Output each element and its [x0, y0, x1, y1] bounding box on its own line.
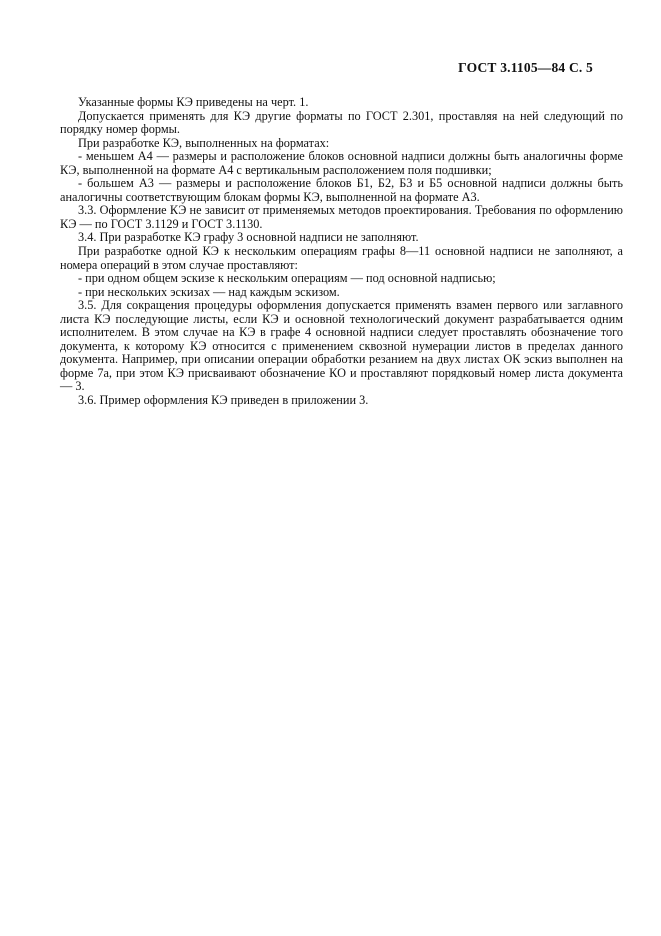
list-item-several-sketches: - при нескольких эскизах — над каждым эскизом.	[78, 284, 340, 299]
paragraph-3-3: 3.3. Оформление КЭ не зависит от применяемых методов проектирования. Требования по оформлению КЭ — по ГОСТ 3.1129 и ГОСТ 3.1130.	[60, 203, 623, 231]
list-item-one-sketch: - при одном общем эскизе к нескольким операциям — под основной надписью;	[78, 271, 496, 286]
paragraph-multiple-operations: При разработке одной КЭ к нескольким операциям графы 8—11 основной надписи не заполняют, а номера операций в этом случае проставляют:	[60, 244, 623, 272]
document-body	[60, 96, 623, 408]
paragraph-forms-reference: Указанные формы КЭ приведены на черт. 1.	[78, 95, 309, 109]
paragraph-3-5: 3.5. Для сокращения процедуры оформления допускается применять взамен первого или заглавного листа КЭ последующие листы, если КЭ и основной технологический документ разрабатывается одним исполнителем. В этом случае на КЭ в графе 4 основной надписи следует проставлять обозначение того документа, к которому КЭ относится с применением сквозной нумерации листов в пределах данного документа. Например, при описании операции обработки резанием на двух листах ОК эскиз выполнен на форме 7а, при этом КЭ присваивают обозначение КО и проставляют порядковый номер листа документа — 3.	[60, 298, 623, 394]
paragraph-other-formats: Допускается применять для КЭ другие форматы по ГОСТ 2.301, проставляя на ней следующий по порядку номер формы.	[60, 108, 623, 137]
list-item-smaller-a4: - меньшем А4 — размеры и расположение блоков основной надписи должны быть аналогичны форме КЭ, выполненной на формате А4 с вертикальным расположением поля подшивки;	[60, 149, 623, 177]
paragraph-3-4: 3.4. При разработке КЭ графу 3 основной надписи не заполняют.	[78, 230, 419, 245]
list-item-larger-a3: - большем А3 — размеры и расположение блоков Б1, Б2, Б3 и Б5 основной надписи должны быть аналогичны соответствующим блокам формы КЭ, выполненной на формате А3.	[60, 176, 623, 204]
paragraph-3-6: 3.6. Пример оформления КЭ приведен в приложении 3.	[78, 393, 369, 408]
page-header: ГОСТ 3.1105—84 С. 5	[458, 60, 593, 75]
paragraph-formats-intro: При разработке КЭ, выполненных на форматах:	[78, 135, 330, 150]
